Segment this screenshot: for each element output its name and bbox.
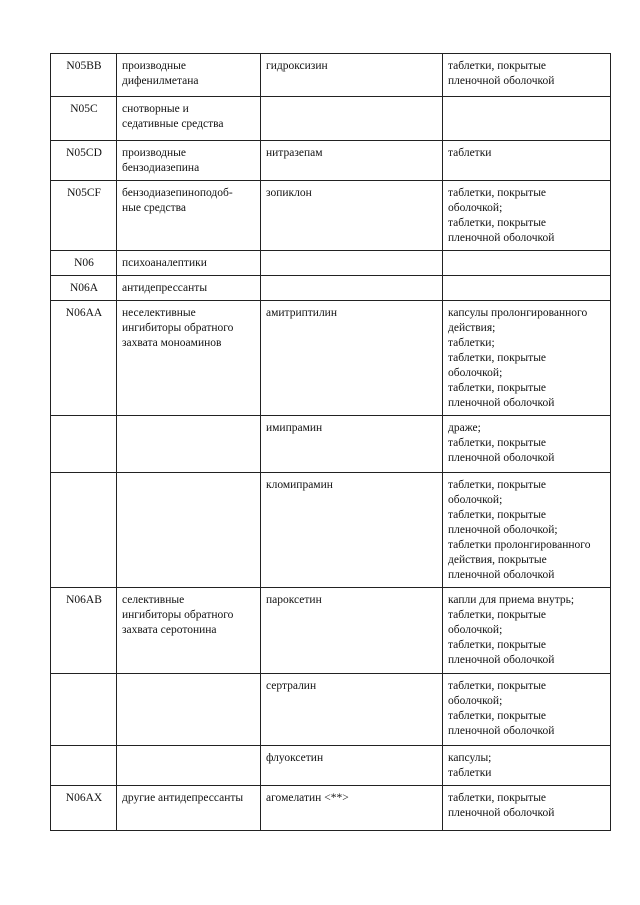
table-row (51, 301, 611, 416)
atc-code-cell: N06AX (51, 786, 117, 831)
atc-code-cell: N05CD (51, 141, 117, 181)
atc-code-cell: N06AA (51, 301, 117, 416)
table-row (51, 588, 611, 674)
dosage-form-cell: таблетки (443, 141, 611, 181)
atc-code-cell (51, 473, 117, 588)
drug-name-cell: нитразепам (261, 141, 443, 181)
table-row (51, 674, 611, 746)
table-row (51, 251, 611, 276)
dosage-form-cell (443, 97, 611, 141)
group-cell (117, 473, 261, 588)
atc-code-cell: N06A (51, 276, 117, 301)
atc-code-cell: N06AB (51, 588, 117, 674)
drug-name-cell: сертралин (261, 674, 443, 746)
dosage-form-cell: капсулы; таблетки (443, 746, 611, 786)
group-cell (117, 416, 261, 473)
drug-name-cell: гидроксизин (261, 54, 443, 97)
drug-name-cell: зопиклон (261, 181, 443, 251)
table-row (51, 746, 611, 786)
dosage-form-cell (443, 276, 611, 301)
group-cell: психоаналептики (117, 251, 261, 276)
dosage-form-cell: драже; таблетки, покрытые пленочной оболочкой (443, 416, 611, 473)
dosage-form-cell: таблетки, покрытые пленочной оболочкой (443, 54, 611, 97)
dosage-form-cell (443, 251, 611, 276)
group-cell: селективные ингибиторы обратного захвата серотонина (117, 588, 261, 674)
dosage-form-cell: капли для приема внутрь; таблетки, покрытые оболочкой; таблетки, покрытые пленочной оболочкой (443, 588, 611, 674)
drug-name-cell: кломипрамин (261, 473, 443, 588)
dosage-form-cell: таблетки, покрытые оболочкой; таблетки, покрытые пленочной оболочкой (443, 674, 611, 746)
table-row (51, 786, 611, 831)
group-cell (117, 674, 261, 746)
drug-name-cell (261, 251, 443, 276)
group-cell: бензодиазепиноподоб- ные средства (117, 181, 261, 251)
dosage-form-cell: таблетки, покрытые пленочной оболочкой (443, 786, 611, 831)
table-row (51, 141, 611, 181)
table-row (51, 416, 611, 473)
drug-table (50, 53, 611, 831)
atc-code-cell (51, 746, 117, 786)
drug-name-cell: пароксетин (261, 588, 443, 674)
drug-name-cell: флуоксетин (261, 746, 443, 786)
drug-name-cell (261, 276, 443, 301)
dosage-form-cell: капсулы пролонгированного действия; таблетки; таблетки, покрытые оболочкой; таблетки, покрытые пленочной оболочкой (443, 301, 611, 416)
drug-name-cell: агомелатин <**> (261, 786, 443, 831)
dosage-form-cell: таблетки, покрытые оболочкой; таблетки, покрытые пленочной оболочкой (443, 181, 611, 251)
table-row (51, 473, 611, 588)
drug-name-cell: имипрамин (261, 416, 443, 473)
group-cell (117, 746, 261, 786)
group-cell: антидепрессанты (117, 276, 261, 301)
atc-code-cell: N05BB (51, 54, 117, 97)
group-cell: снотворные и седативные средства (117, 97, 261, 141)
group-cell: другие антидепрессанты (117, 786, 261, 831)
atc-code-cell: N05C (51, 97, 117, 141)
group-cell: производные дифенилметана (117, 54, 261, 97)
drug-name-cell (261, 97, 443, 141)
drug-name-cell: амитриптилин (261, 301, 443, 416)
atc-code-cell: N05CF (51, 181, 117, 251)
table-row (51, 54, 611, 97)
table-row (51, 181, 611, 251)
group-cell: производные бензодиазепина (117, 141, 261, 181)
dosage-form-cell: таблетки, покрытые оболочкой; таблетки, покрытые пленочной оболочкой; таблетки пролонгированного действия, покрытые пленочной оболочкой (443, 473, 611, 588)
table-row (51, 97, 611, 141)
group-cell: неселективные ингибиторы обратного захвата моноаминов (117, 301, 261, 416)
atc-code-cell (51, 416, 117, 473)
atc-code-cell (51, 674, 117, 746)
table-row (51, 276, 611, 301)
atc-code-cell: N06 (51, 251, 117, 276)
